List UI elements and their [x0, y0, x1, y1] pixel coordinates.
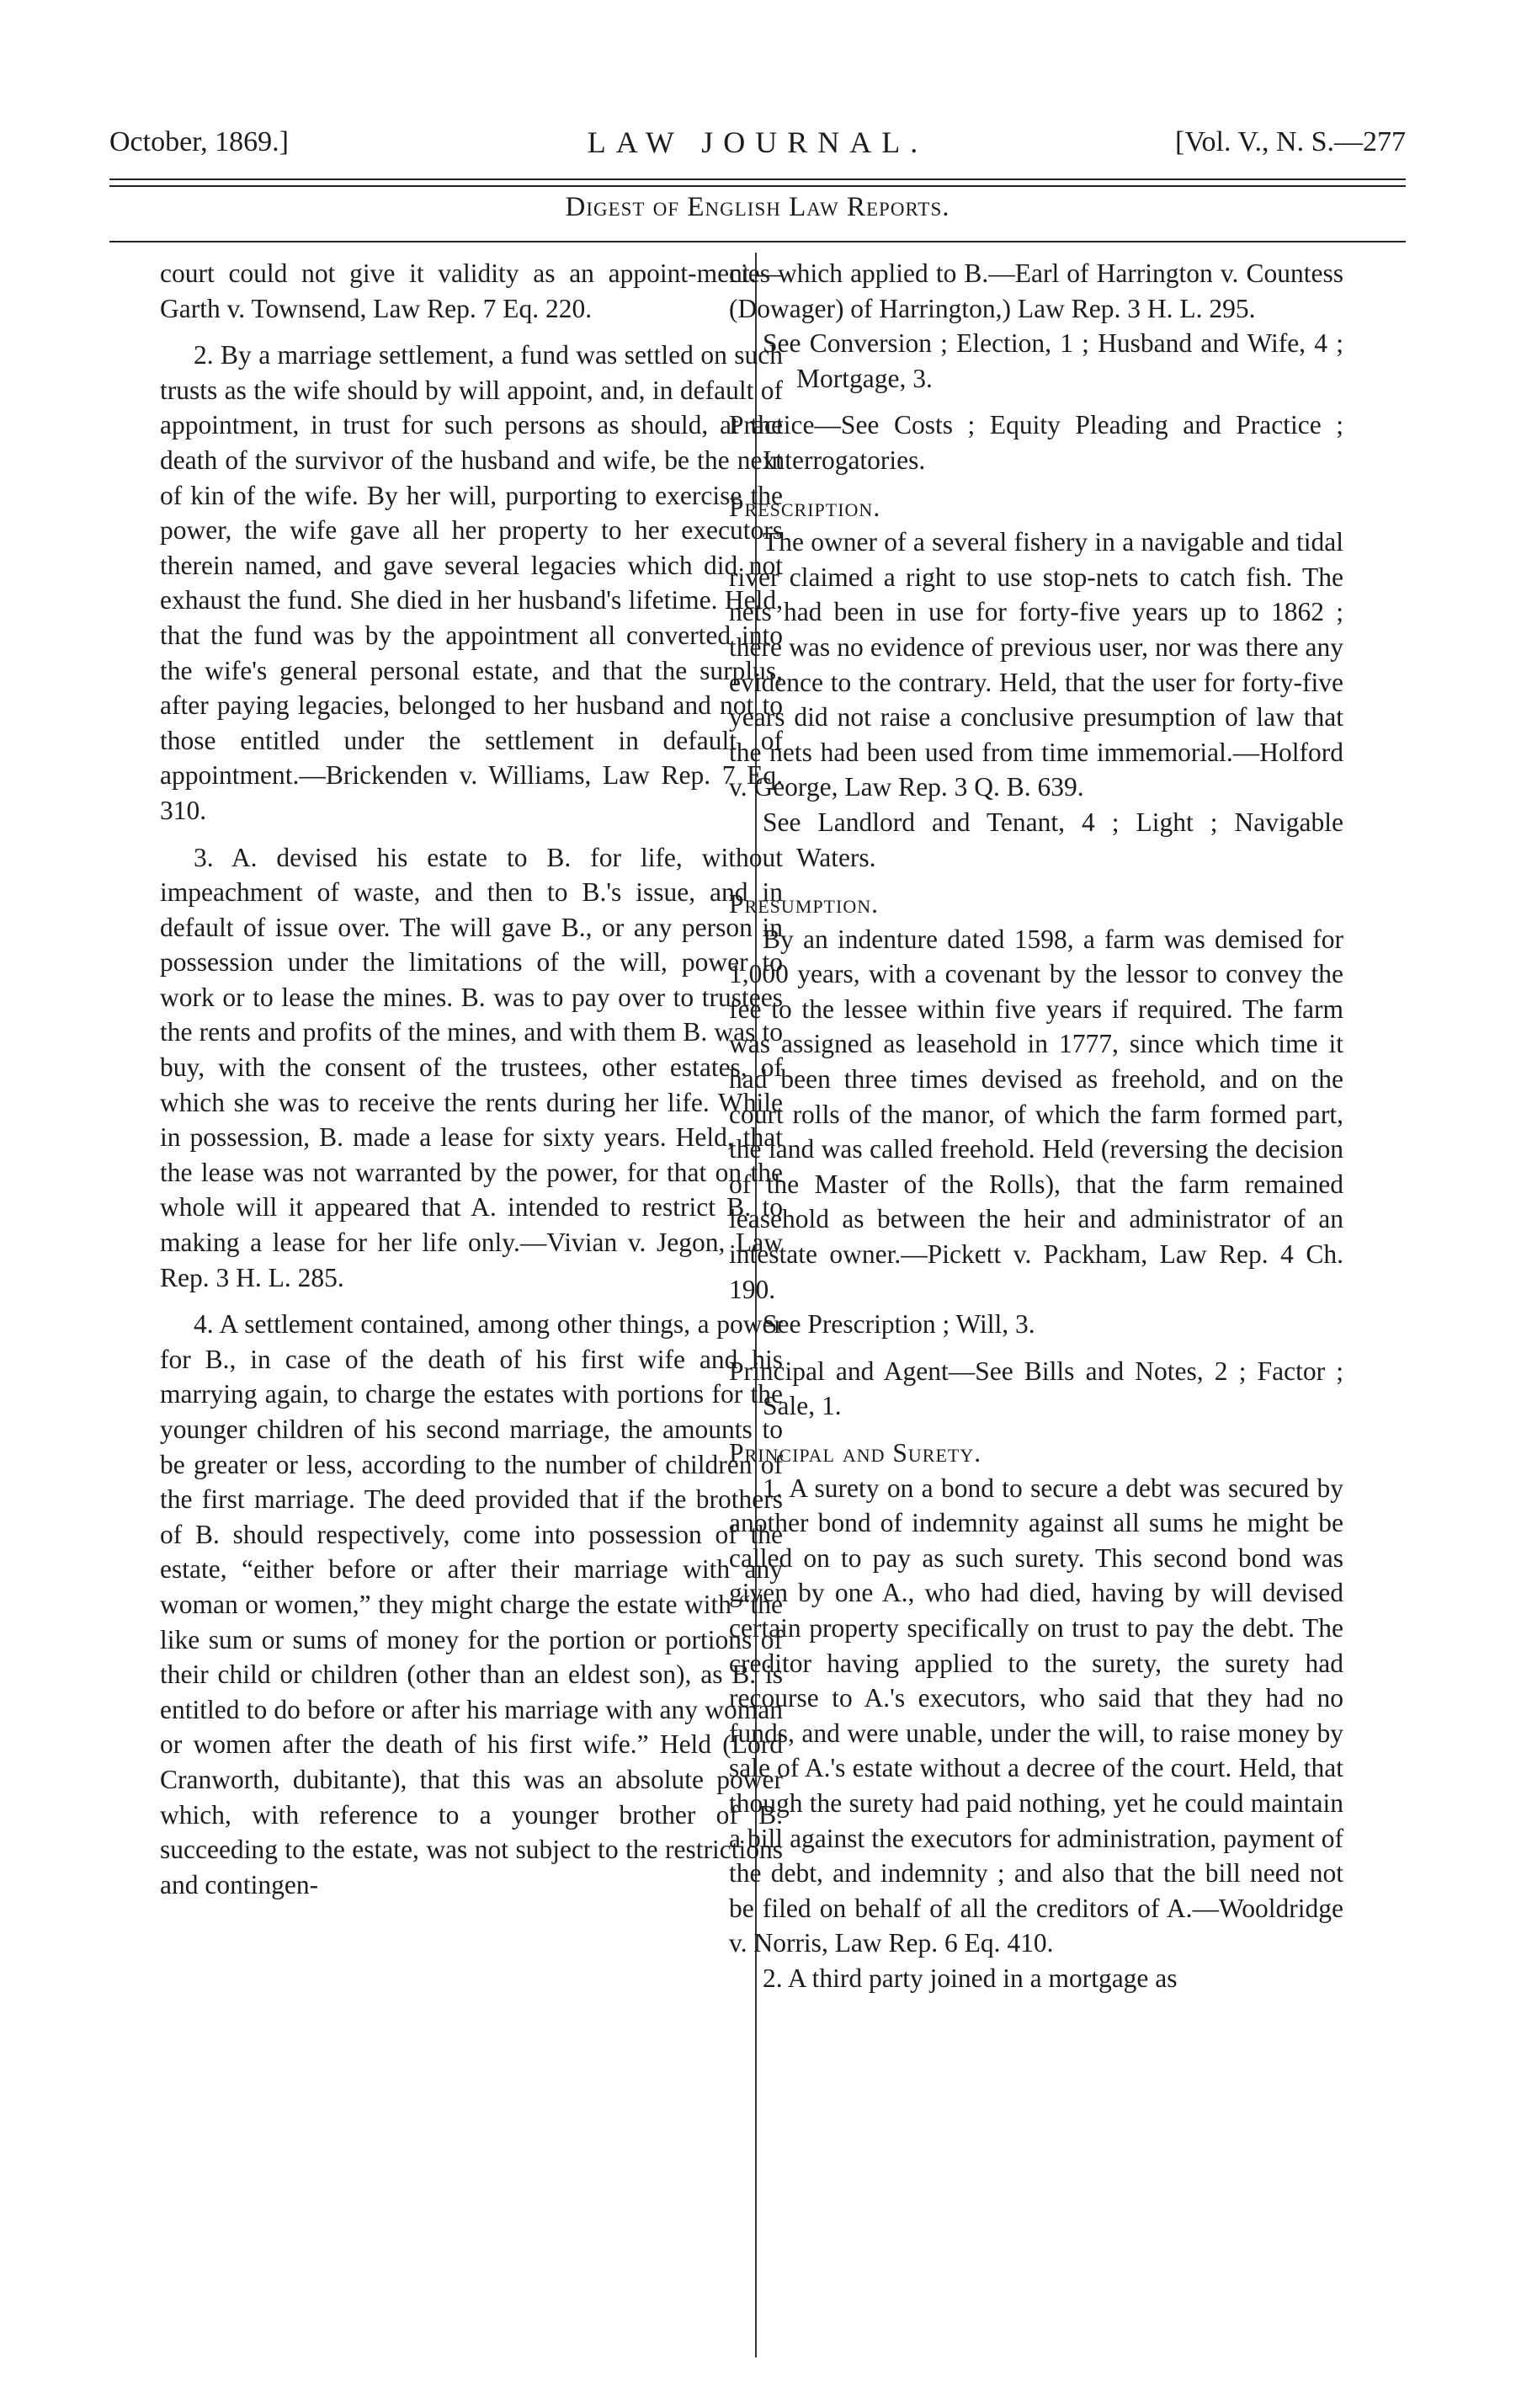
paragraph-third-party-mortgage: 2. A third party joined in a mortgage as — [763, 1963, 1178, 1993]
paragraph-brickenden-v-williams: 2. By a marriage settlement, a fund was settled on such trusts as the wife should by will appoint, and, in default of appointment, in trust for such persons as should, at the death of the survivor of the husband and wife, be the next of kin of the wife. By her will, purporting to exercise the power, the wife gave all her property to her executors therein named, and gave several legacies which did not exhaust the fund. She died in her husband's lifetime. Held, that the fund was by the appointment all converted into the wife's general personal estate, and that the surplus, after paying legacies, belonged to her husband and not to those entitled under the settlement in default of appointment.—Brickenden v. Williams, Law Rep. 7 Eq. 310. — [160, 340, 783, 825]
volume-page-number: [Vol. V., N. S.—277 — [1175, 126, 1406, 157]
paragraph-garth-v-townsend: court could not give it validity as an appoint-ment.—Garth v. Townsend, Law Rep. 7 Eq. 220. — [160, 258, 783, 323]
heading-prescription: Prescription. — [729, 492, 881, 522]
header-double-rule — [109, 178, 1406, 187]
cross-reference-see: See Prescription ; Will, 3. — [763, 1309, 1035, 1340]
heading-presumption: Presumption. — [729, 889, 879, 919]
paragraph-harrington-settlement: 4. A settlement contained, among other things, a power for B., in case of the death of his first wife and his marrying again, to charge the estates with portions for the younger children of his second marriage, the amounts to be greater or less, according to the number of children of the first marriage. The deed provided that if the brothers of B. should respectively, come into possession of the estate, “either before or after their marriage with any woman or women,” they might charge the estate with “the like sum or sums of money for the portion or portions of their child or children (other than an eldest son), as B. is entitled to do before or after his marriage with any woman or women after the death of his first wife.” Held (Lord Cranworth, dubitante), that this was an absolute power which, with reference to a younger brother of B. succeeding to the estate, was not subject to the restrictions and contingen- — [160, 1309, 783, 1899]
right-column — [729, 256, 1343, 1996]
paragraph-pickett-v-packham: By an indenture dated 1598, a farm was demised for 1,000 years, with a covenant by the lessor to convey the fee to the lessee within five years if required. The farm was assigned as leasehold in 1777, since which time it had been three times devised as freehold, and on the court rolls of the manor, of which the farm formed part, the land was called freehold. Held (reversing the decision of the Master of the Rolls), that the farm remained leasehold as between the heir and administrator of an intestate owner.—Pickett v. Packham, Law Rep. 4 Ch. 190. — [729, 924, 1343, 1304]
journal-title: LAW JOURNAL. — [587, 125, 928, 159]
cross-reference-see: See Conversion ; Election, 1 ; Husband and Wife, 4 ; Mortgage, 3. — [763, 328, 1343, 393]
section-rule — [109, 241, 1406, 242]
paragraph-holford-v-george: The owner of a several fishery in a navigable and tidal river claimed a right to use stop-nets to catch fish. The nets had been in use for forty-five years up to 1862 ; there was no evidence of previous user, nor was there any evidence to the contrary. Held, that the user for forty-five years did not raise a conclusive presumption of law that the nets had been used from time immemorial.—Holford v. George, Law Rep. 3 Q. B. 639. — [729, 527, 1343, 802]
heading-principal-and-agent: Principal and Agent—See Bills and Notes, 2 ; Factor ; Sale, 1. — [729, 1356, 1343, 1421]
paragraph-earl-of-harrington: cies which applied to B.—Earl of Harrington v. Countess (Dowager) of Harrington,) Law Rep. 3 H. L. 295. — [729, 258, 1343, 323]
issue-date: October, 1869.] — [109, 126, 289, 157]
left-column — [160, 256, 783, 1902]
cross-reference-see: See Landlord and Tenant, 4 ; Light ; Navigable Waters. — [763, 807, 1343, 872]
heading-practice: Practice—See Costs ; Equity Pleading and Practice ; Interrogatories. — [729, 410, 1343, 475]
paragraph-vivian-v-jegon: 3. A. devised his estate to B. for life, without impeachment of waste, and then to B.'s issue, and in default of issue over. The will gave B., or any person in possession under the limitations of the will, power to work or to lease the mines. B. was to pay over to trustees the rents and profits of the mines, and with them B. was to buy, with the consent of the trustees, other estates, of which she was to receive the rents during her life. While in possession, B. made a lease for sixty years. Held, that the lease was not warranted by the power, for that on the whole will it appeared that A. intended to restrict B. to making a lease for her life only.—Vivian v. Jegon, Law Rep. 3 H. L. 285. — [160, 842, 783, 1292]
running-head — [109, 126, 1406, 177]
section-title: Digest of English Law Reports. — [565, 192, 950, 222]
paragraph-wooldridge-v-norris: 1. A surety on a bond to secure a debt was secured by another bond of indemnity against all sums he might be called on to pay as such surety. This second bond was given by one A., who had died, having by will devised certain property specifically on trust to pay the debt. The creditor having applied to the surety, the surety had recourse to A.'s executors, who said that they had no funds, and were unable, under the will, to raise money by sale of A.'s estate without a decree of the court. Held, that though the surety had paid nothing, yet he could maintain a bill against the executors for administration, payment of the debt, and indemnity ; and also that the bill need not be filed on behalf of all the creditors of A.—Wooldridge v. Norris, Law Rep. 6 Eq. 410. — [729, 1473, 1343, 1958]
heading-principal-and-surety: Principal and Surety. — [729, 1438, 982, 1468]
